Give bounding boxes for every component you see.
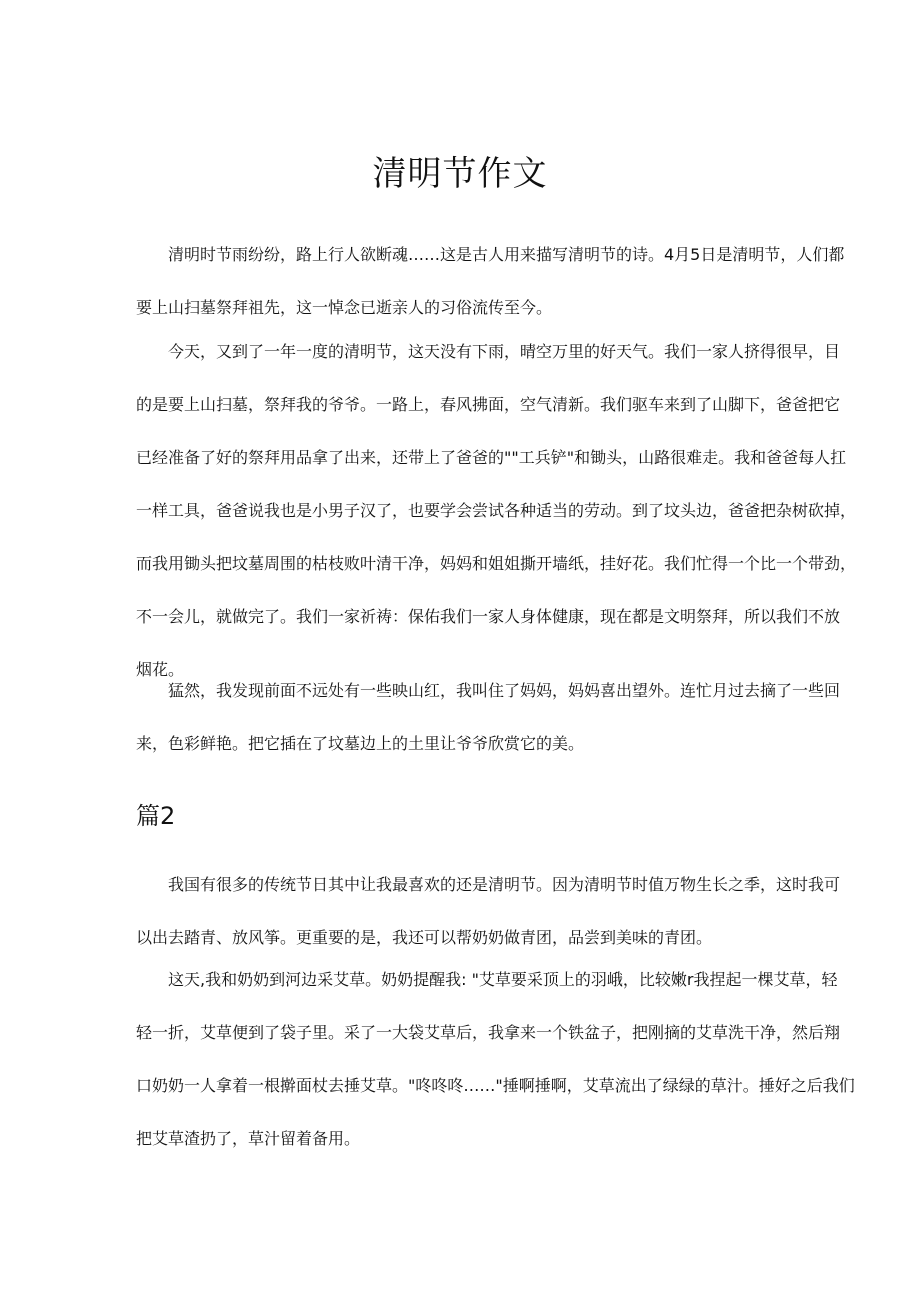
paragraph-line: 来，色彩鲜艳。把它插在了坟墓边上的土里让爷爷欣赏它的美。 — [136, 734, 585, 753]
paragraph-line: 我国有很多的传统节日其中让我最喜欢的还是清明节。因为清明节时值万物生长之季，这时我可 — [168, 875, 841, 894]
paragraph-line: 猛然，我发现前面不远处有一些映山红，我叫住了妈妈，妈妈喜出望外。连忙月过去摘了一些回 — [168, 681, 841, 700]
paragraph-line: 把艾草渣扔了，草汁留着备用。 — [136, 1129, 361, 1148]
paragraph-line: 清明时节雨纷纷，路上行人欲断魂……这是古人用来描写清明节的诗。4月5日是清明节，人们都 — [168, 245, 845, 264]
paragraph-line: 要上山扫墓祭拜祖先，这一悼念已逝亲人的习俗流传至今。 — [136, 298, 553, 317]
paragraph-line: 一样工具，爸爸说我也是小男子汉了，也要学会尝试各种适当的劳动。到了坟头边，爸爸把杂树砍掉， — [136, 501, 857, 520]
paragraph-line: 而我用锄头把坟墓周围的枯枝败叶清干净，妈妈和姐姐撕开墙纸，挂好花。我们忙得一个比一个带劲， — [136, 554, 857, 573]
paragraph — [136, 858, 841, 964]
paragraph — [136, 228, 845, 334]
paragraph — [136, 953, 855, 1165]
paragraph-line: 今天，又到了一年一度的清明节，这天没有下雨，晴空万里的好天气。我们一家人挤得很早，目 — [168, 342, 841, 361]
document-title: 清明节作文 — [372, 154, 548, 194]
paragraph-line: 已经准备了好的祭拜用品拿了出来，还带上了爸爸的""工兵铲"和锄头，山路很难走。我和爸爸每人扛 — [136, 448, 847, 467]
paragraph-line: 以出去踏青、放风筝。更重要的是，我还可以帮奶奶做青团，品尝到美味的青团。 — [136, 928, 713, 947]
paragraph-line: 口奶奶一人拿着一根擀面杖去捶艾草。"咚咚咚……"捶啊捶啊，艾草流出了绿绿的草汁。捶好之后我们 — [136, 1076, 855, 1095]
section-heading: 篇2 — [136, 802, 176, 830]
paragraph-line: 不一会儿，就做完了。我们一家祈祷：保佑我们一家人身体健康，现在都是文明祭拜，所以我们不放 — [136, 607, 841, 626]
paragraph-line: 烟花。 — [136, 660, 185, 679]
paragraph-line: 的是要上山扫墓，祭拜我的爷爷。一路上，春风拂面，空气清新。我们驱车来到了山脚下，爸爸把它 — [136, 395, 841, 414]
paragraph-line: 轻一折，艾草便到了袋子里。采了一大袋艾草后，我拿来一个铁盆子，把刚摘的艾草洗干净，然后翔 — [136, 1023, 841, 1042]
paragraph — [136, 664, 841, 770]
paragraph — [136, 325, 857, 696]
paragraph-line: 这天,我和奶奶到河边采艾草。奶奶提醒我: "艾草要采顶上的羽峨，比较嫩r我捏起一棵艾草，轻 — [168, 970, 838, 989]
